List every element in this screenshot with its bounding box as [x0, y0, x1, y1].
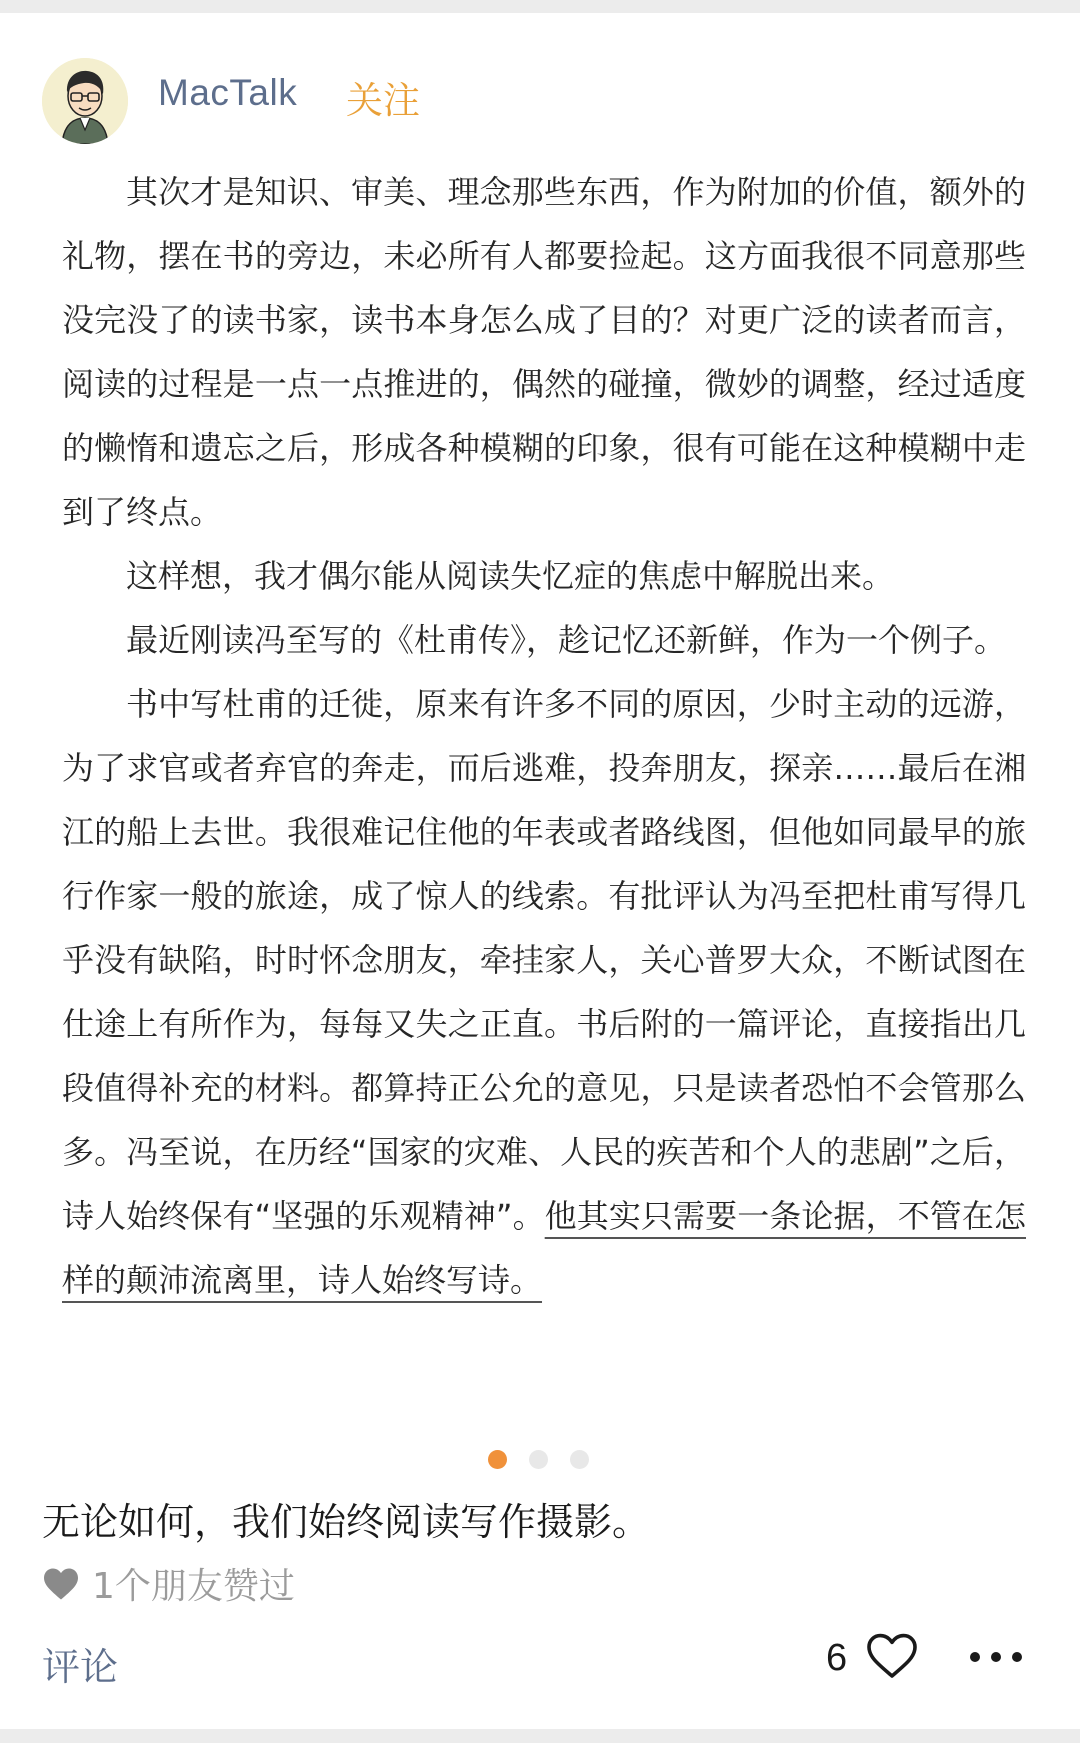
- carousel-dot[interactable]: [529, 1450, 548, 1469]
- article-paragraph: 最近刚读冯至写的《杜甫传》，趁记忆还新鲜，作为一个例子。: [126, 621, 1007, 659]
- article-image[interactable]: [62, 160, 1026, 1312]
- follow-button[interactable]: 关注: [346, 79, 420, 122]
- post-caption: 无论如何，我们始终阅读写作摄影。: [42, 1500, 651, 1544]
- article-paragraph: [62, 672, 1026, 1312]
- comment-button[interactable]: 评论: [42, 1645, 119, 1689]
- underlined-text: 他其实只需要一条论据，不管在怎样的颠沛流离里，诗人始终写诗。: [62, 1197, 1026, 1299]
- carousel-indicator: [488, 1450, 589, 1469]
- author-name[interactable]: MacTalk: [158, 72, 298, 113]
- heart-outline-icon[interactable]: [866, 1631, 918, 1681]
- author-avatar[interactable]: [42, 58, 128, 144]
- article-text: 书中写杜甫的迁徙，原来有许多不同的原因，少时主动的远游，为了求官或者弃官的奔走，而后逃难，投奔朋友，探亲……最后在湘江的船上去世。我很难记住他的年表或者路线图，但他如同最早的旅行作家一般的旅途，成了惊人的线索。有批评认为冯至把杜甫写得几乎没有缺陷，时时怀念朋友，牵挂家人，关心普罗大众，不断试图在仕途上有所作为，每每又失之正直。书后附的一篇评论，直接指出几段值得补充的材料。都算持正公允的意见，只是读者恐怕不会管那么多。冯至说，在历经“国家的灾难、人民的疾苦和个人的悲剧”之后，诗人始终保有“坚强的乐观精神”。: [62, 685, 1026, 1235]
- likes-summary[interactable]: [42, 1558, 295, 1609]
- carousel-dot[interactable]: [570, 1450, 589, 1469]
- like-count: 6: [826, 1637, 848, 1679]
- bottom-divider: [0, 1729, 1080, 1743]
- carousel-dot-active[interactable]: [488, 1450, 507, 1469]
- more-dots-icon[interactable]: [968, 1650, 1024, 1664]
- likes-text: 1个朋友赞过: [92, 1566, 295, 1607]
- article-paragraph: 这样想，我才偶尔能从阅读失忆症的焦虑中解脱出来。: [126, 557, 895, 595]
- article-paragraph: 其次才是知识、审美、理念那些东西，作为附加的价值，额外的礼物，摆在书的旁边，未必所有人都要捡起。这方面我很不同意那些没完没了的读书家，读书本身怎么成了目的？对更广泛的读者而言，阅读的过程是一点一点推进的，偶然的碰撞，微妙的调整，经过适度的懒惰和遗忘之后，形成各种模糊的印象，很有可能在这种模糊中走到了终点。: [62, 173, 1026, 531]
- heart-filled-icon: [42, 1567, 80, 1601]
- top-divider: [0, 0, 1080, 13]
